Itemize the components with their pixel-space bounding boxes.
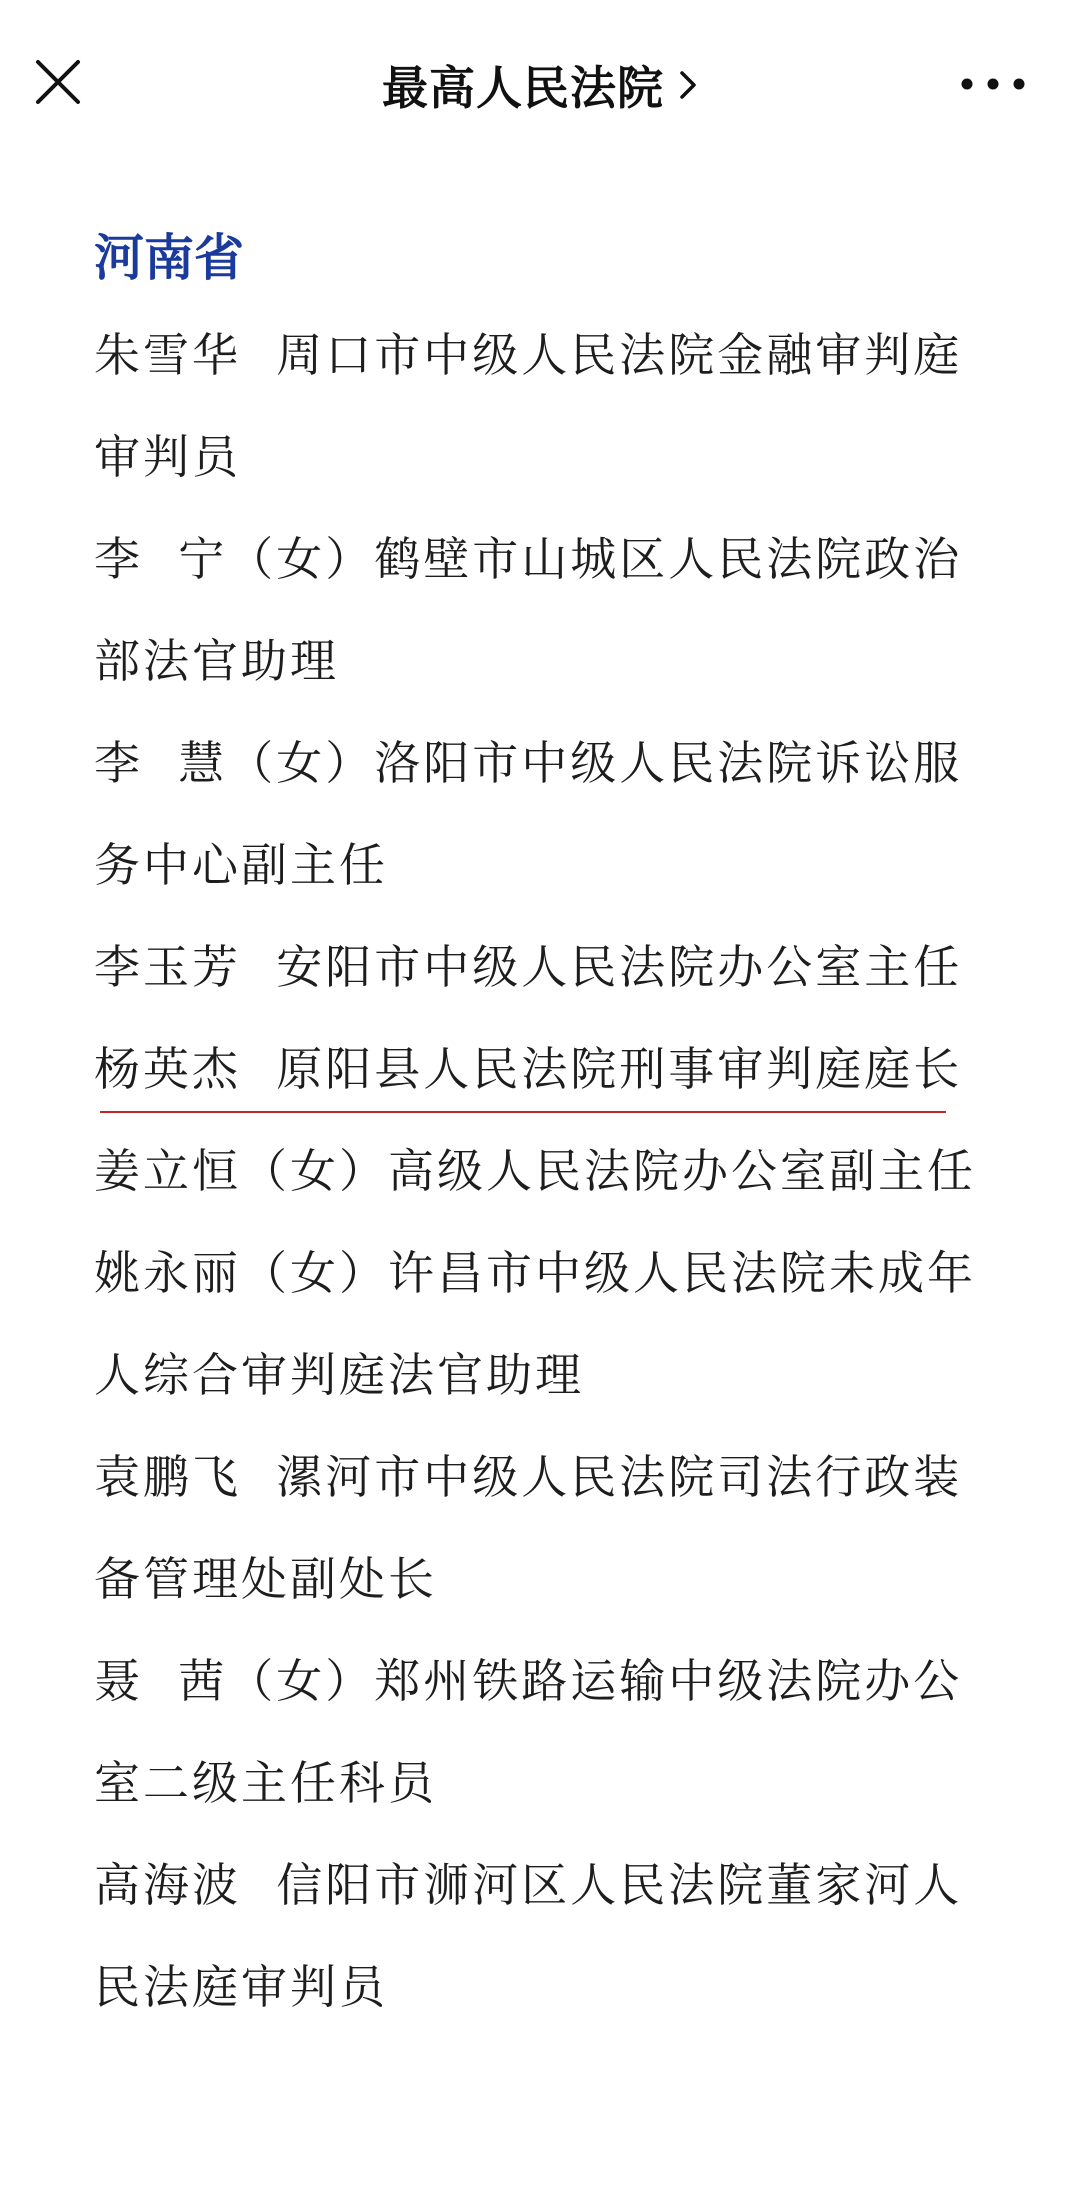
province-heading: 河南省 xyxy=(94,229,244,287)
list-item: 李 慧（女）洛阳市中级人民法院诉讼服务中心副主任 xyxy=(94,736,963,892)
more-dots-icon xyxy=(958,64,1028,104)
top-nav-bar xyxy=(0,0,1080,170)
list-item: 姚永丽（女）许昌市中级人民法院未成年人综合审判庭法官助理 xyxy=(94,1246,976,1402)
list-item: 姜立恒（女）高级人民法院办公室副主任 xyxy=(94,1144,976,1198)
title-container xyxy=(0,52,1080,118)
list-item: 袁鹏飞 漯河市中级人民法院司法行政装备管理处副处长 xyxy=(94,1450,963,1606)
list-item: 李 宁（女）鹤壁市山城区人民法院政治部法官助理 xyxy=(94,532,963,688)
list-item: 朱雪华 周口市中级人民法院金融审判庭审判员 xyxy=(94,328,963,484)
list-item: 李玉芳 安阳市中级人民法院办公室主任 xyxy=(94,940,963,994)
list-item: 聂 茜（女）郑州铁路运输中级法院办公室二级主任科员 xyxy=(94,1654,963,1810)
article-content xyxy=(94,218,994,2038)
account-title-button[interactable] xyxy=(382,52,698,118)
list-item: 杨英杰 原阳县人民法院刑事审判庭庭长 xyxy=(94,1042,963,1096)
more-options-button[interactable] xyxy=(958,64,1028,104)
page-title: 最高人民法院 xyxy=(382,61,664,115)
chevron-right-icon xyxy=(678,67,698,103)
honoree-list xyxy=(94,304,994,2038)
red-underline-divider xyxy=(100,1111,946,1113)
list-item: 高海波 信阳市浉河区人民法院董家河人民法庭审判员 xyxy=(94,1858,963,2014)
